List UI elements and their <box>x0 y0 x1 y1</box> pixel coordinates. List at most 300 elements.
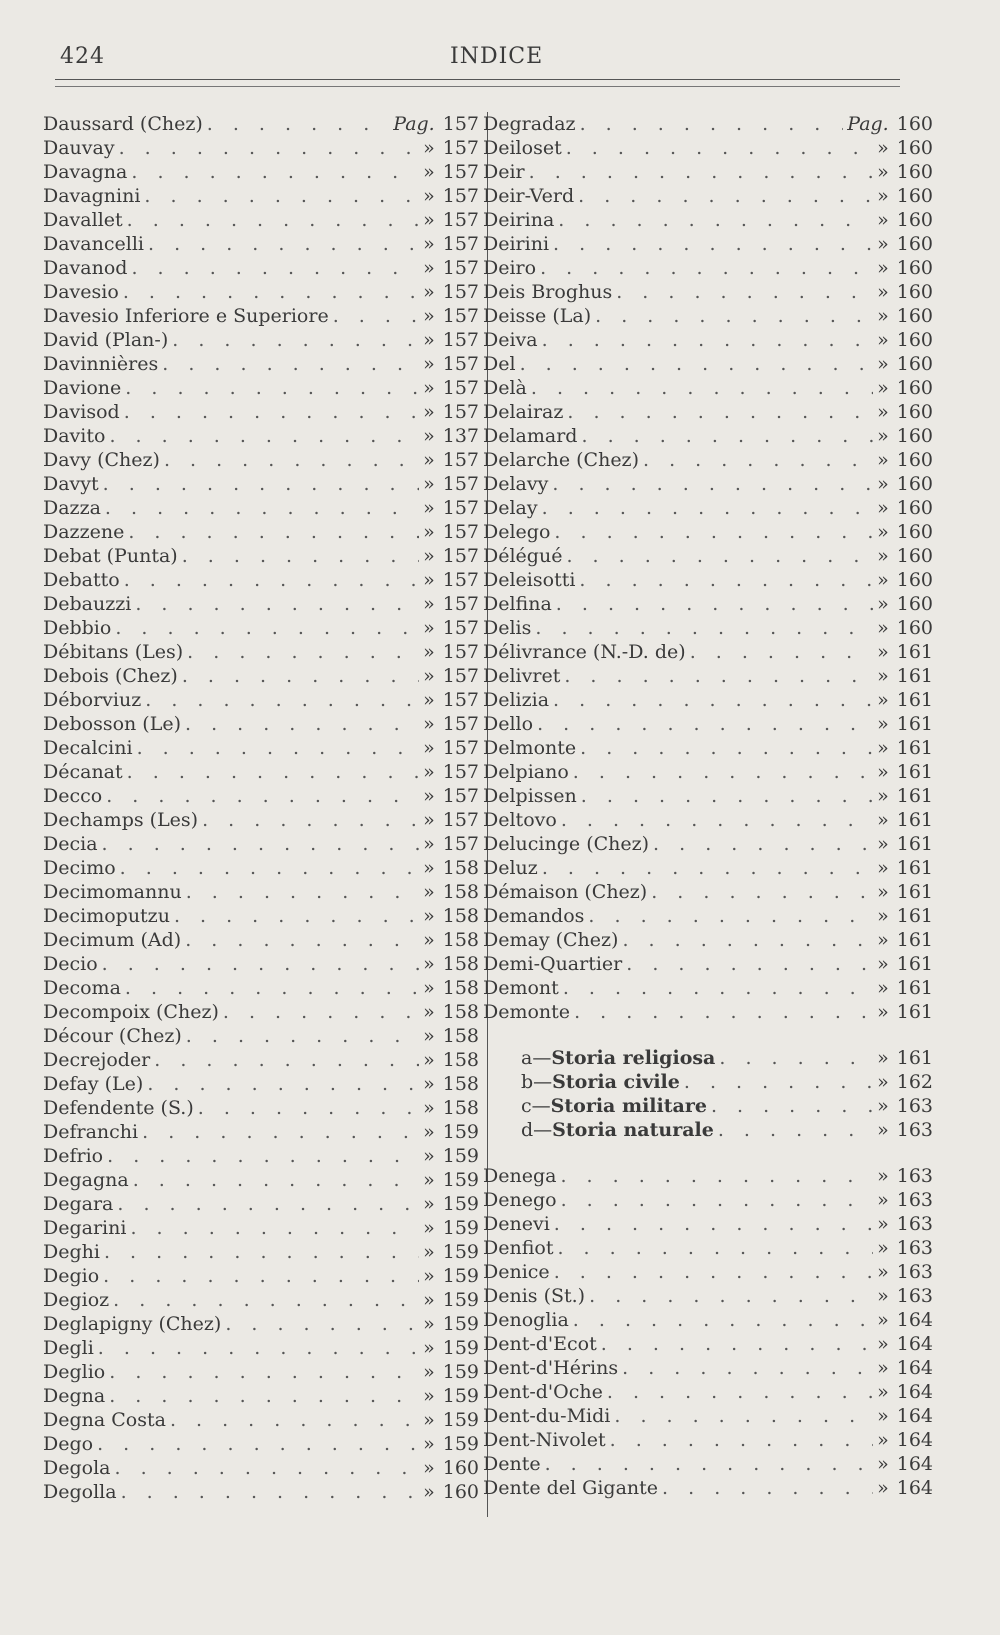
entry-page: 163 <box>896 1237 933 1259</box>
page-prefix: » <box>423 881 435 903</box>
index-entry <box>483 1332 933 1356</box>
page-prefix: » <box>423 1385 435 1407</box>
index-entry <box>483 496 933 520</box>
page-prefix: » <box>877 593 889 615</box>
subentry-dash: — <box>532 1047 552 1069</box>
entry-page: 163 <box>896 1165 933 1187</box>
dot-leader <box>115 616 419 640</box>
dot-leader <box>125 976 419 1000</box>
dot-leader <box>119 136 420 160</box>
index-entry <box>43 664 479 688</box>
entry-page: 160 <box>896 617 933 639</box>
page-prefix: » <box>877 665 889 687</box>
entry-name: Dente <box>483 1453 541 1475</box>
index-entry <box>43 976 479 1000</box>
index-entry <box>483 304 933 328</box>
index-entry <box>43 112 479 136</box>
index-entry <box>43 1456 479 1480</box>
page-prefix: » <box>877 425 889 447</box>
index-column-left <box>43 112 479 1504</box>
dot-leader <box>662 1476 873 1500</box>
index-entry <box>43 1480 479 1504</box>
index-entry <box>43 592 479 616</box>
dot-leader <box>711 1094 873 1118</box>
entry-name: Denego <box>483 1189 557 1211</box>
page-prefix: » <box>423 137 435 159</box>
entry-name: Delpiano <box>483 761 569 783</box>
entry-name: Deiva <box>483 329 538 351</box>
dot-leader <box>223 1000 419 1024</box>
dot-leader <box>145 688 419 712</box>
dot-leader <box>545 1452 874 1476</box>
entry-page: 159 <box>442 1145 479 1167</box>
index-entry <box>483 1380 933 1404</box>
index-entry <box>483 880 933 904</box>
entry-name: Debat (Punta) <box>43 545 178 567</box>
index-subentry <box>483 1046 933 1070</box>
entry-name: Degna Costa <box>43 1409 166 1431</box>
entry-name: Delizia <box>483 689 550 711</box>
index-entry <box>43 1288 479 1312</box>
entry-page: 164 <box>896 1477 933 1499</box>
page-prefix: » <box>877 305 889 327</box>
entry-name: Degagna <box>43 1169 129 1191</box>
index-entry <box>483 1188 933 1212</box>
entry-name: Déborviuz <box>43 689 142 711</box>
dot-leader <box>614 1404 873 1428</box>
entry-name: Décour (Chez) <box>43 1025 182 1047</box>
dot-leader <box>560 1164 873 1188</box>
entry-name: Démaison (Chez) <box>483 881 648 903</box>
entry-page: 163 <box>896 1285 933 1307</box>
page-prefix: » <box>877 809 889 831</box>
entry-name: Delego <box>483 521 551 543</box>
entry-name: Davisod <box>43 401 120 423</box>
running-head-title: INDICE <box>450 44 544 69</box>
entry-page: 160 <box>896 497 933 519</box>
entry-page: 159 <box>442 1313 479 1335</box>
index-entry <box>43 1096 479 1120</box>
entry-page: 157 <box>442 377 479 399</box>
dot-leader <box>333 304 419 328</box>
entry-page: 160 <box>896 425 933 447</box>
page-header <box>60 44 905 76</box>
page-prefix: » <box>877 257 889 279</box>
header-rule <box>55 79 900 80</box>
page-prefix: » <box>877 1405 889 1427</box>
entry-name: Decimoputzu <box>43 905 170 927</box>
entry-page: 137 <box>442 425 479 447</box>
entry-name: Defay (Le) <box>43 1073 144 1095</box>
entry-page: 164 <box>896 1357 933 1379</box>
subentry-dash: — <box>533 1119 553 1141</box>
index-entry <box>483 808 933 832</box>
index-entry <box>483 448 933 472</box>
index-entry <box>43 1120 479 1144</box>
entry-page: 157 <box>442 665 479 687</box>
dot-leader <box>578 184 873 208</box>
entry-name: Dazza <box>43 497 101 519</box>
entry-page: 160 <box>442 1457 479 1479</box>
page-prefix: » <box>423 905 435 927</box>
page-prefix: » <box>423 401 435 423</box>
entry-name: Denevi <box>483 1213 550 1235</box>
entry-name: Decompoix (Chez) <box>43 1001 219 1023</box>
entry-name: Decimomannu <box>43 881 182 903</box>
dot-leader <box>117 1192 419 1216</box>
page-prefix: » <box>877 401 889 423</box>
dot-leader <box>98 1336 419 1360</box>
index-entry <box>483 736 933 760</box>
entry-name: Degarini <box>43 1217 127 1239</box>
page-prefix: » <box>877 737 889 759</box>
dot-leader <box>102 832 420 856</box>
page-prefix: » <box>877 1285 889 1307</box>
dot-leader <box>109 1360 419 1384</box>
entry-name: Delay <box>483 497 538 519</box>
entry-name: Decalcini <box>43 737 133 759</box>
section-gap <box>483 1142 933 1164</box>
entry-page: 158 <box>442 905 479 927</box>
entry-page: 161 <box>896 1047 933 1069</box>
entry-name: Dechamps (Les) <box>43 809 199 831</box>
entry-page: 158 <box>442 1097 479 1119</box>
page-prefix: » <box>423 257 435 279</box>
dot-leader <box>225 1312 419 1336</box>
page-prefix: » <box>423 1025 435 1047</box>
index-entry <box>43 1264 479 1288</box>
entry-name: Délivrance (N.-D. de) <box>483 641 686 663</box>
index-entry <box>43 472 479 496</box>
page-prefix: » <box>877 233 889 255</box>
index-entry <box>483 904 933 928</box>
entry-page: 161 <box>896 785 933 807</box>
entry-page: 163 <box>896 1213 933 1235</box>
entry-page: 158 <box>442 857 479 879</box>
entry-name: Delis <box>483 617 532 639</box>
index-entry <box>483 856 933 880</box>
entry-name: Delà <box>483 377 527 399</box>
page-prefix: » <box>877 1001 889 1023</box>
entry-page: 164 <box>896 1309 933 1331</box>
entry-name: Dazzene <box>43 521 125 543</box>
dot-leader <box>187 640 419 664</box>
entry-name: Davy (Chez) <box>43 449 160 471</box>
dot-leader <box>535 616 873 640</box>
dot-leader <box>581 784 873 808</box>
index-entry <box>483 544 933 568</box>
entry-page: 157 <box>442 449 479 471</box>
entry-name: Defendente (S.) <box>43 1097 194 1119</box>
entry-name: Deghi <box>43 1241 100 1263</box>
page-prefix: » <box>877 521 889 543</box>
entry-page: 159 <box>442 1217 479 1239</box>
page-prefix: » <box>423 977 435 999</box>
entry-page: 164 <box>896 1405 933 1427</box>
page-prefix: » <box>423 377 435 399</box>
page-prefix: » <box>877 713 889 735</box>
index-entry <box>43 496 479 520</box>
index-entry <box>43 832 479 856</box>
index-entry <box>483 160 933 184</box>
entry-page: 160 <box>896 521 933 543</box>
page-prefix: » <box>423 473 435 495</box>
entry-name: Delamard <box>483 425 578 447</box>
index-entry <box>483 280 933 304</box>
entry-page: 157 <box>442 833 479 855</box>
entry-page: 157 <box>442 569 479 591</box>
entry-name: Deiloset <box>483 137 562 159</box>
index-column-right <box>483 112 933 1500</box>
entry-name: Dent-d'Hérins <box>483 1357 619 1379</box>
dot-leader <box>102 952 419 976</box>
dot-leader <box>186 880 419 904</box>
entry-name: Davione <box>43 377 122 399</box>
index-entry <box>483 256 933 280</box>
dot-leader <box>182 664 419 688</box>
dot-leader <box>557 1236 873 1260</box>
subentry-letter: b <box>521 1071 534 1093</box>
page-prefix: » <box>423 1337 435 1359</box>
entry-page: 161 <box>896 905 933 927</box>
page-prefix: » <box>877 617 889 639</box>
section-gap <box>483 1024 933 1046</box>
dot-leader <box>653 832 873 856</box>
entry-page: 160 <box>896 257 933 279</box>
dot-leader <box>174 904 419 928</box>
entry-name: Degioz <box>43 1289 110 1311</box>
entry-name: Daussard (Chez) <box>43 113 203 135</box>
dot-leader <box>579 568 873 592</box>
entry-page: 158 <box>442 1001 479 1023</box>
page-prefix: » <box>423 1313 435 1335</box>
entry-page: 161 <box>896 881 933 903</box>
entry-name: Dent-d'Ecot <box>483 1333 597 1355</box>
dot-leader <box>109 424 419 448</box>
page-prefix: » <box>877 881 889 903</box>
entry-page: 157 <box>442 113 479 135</box>
page-prefix: » <box>423 1409 435 1431</box>
entry-page: 157 <box>442 809 479 831</box>
entry-page: 157 <box>442 641 479 663</box>
index-entry <box>43 280 479 304</box>
entry-page: 157 <box>442 305 479 327</box>
dot-leader <box>127 760 419 784</box>
dot-leader <box>154 1048 419 1072</box>
dot-leader <box>718 1118 873 1142</box>
dot-leader <box>610 1428 874 1452</box>
index-entry <box>483 184 933 208</box>
entry-page: 160 <box>896 329 933 351</box>
dot-leader <box>147 1072 419 1096</box>
page-prefix: » <box>423 593 435 615</box>
dot-leader <box>103 1264 419 1288</box>
dot-leader <box>566 136 873 160</box>
page-prefix: » <box>423 833 435 855</box>
dot-leader <box>540 256 873 280</box>
entry-name: Decimo <box>43 857 116 879</box>
page-prefix: » <box>423 161 435 183</box>
page-prefix: » <box>423 809 435 831</box>
subentry-dash: — <box>533 1071 553 1093</box>
entry-name: Demandos <box>483 905 585 927</box>
entry-page: 161 <box>896 761 933 783</box>
page-prefix: » <box>877 329 889 351</box>
page-prefix: » <box>877 1453 889 1475</box>
page-prefix: » <box>423 1145 435 1167</box>
index-entry <box>43 1408 479 1432</box>
dot-leader <box>144 184 419 208</box>
dot-leader <box>164 448 419 472</box>
dot-leader <box>109 1384 419 1408</box>
entry-page: 159 <box>442 1361 479 1383</box>
index-entry <box>483 568 933 592</box>
entry-name: Degli <box>43 1337 94 1359</box>
entry-name: Del <box>483 353 516 375</box>
entry-page: 157 <box>442 737 479 759</box>
page-prefix: » <box>877 857 889 879</box>
index-entry <box>483 1000 933 1024</box>
entry-name: Davanod <box>43 257 128 279</box>
page-prefix: » <box>877 785 889 807</box>
dot-leader <box>561 1188 874 1212</box>
dot-leader <box>113 1288 419 1312</box>
entry-name: Dente del Gigante <box>483 1477 659 1499</box>
entry-page: 157 <box>442 401 479 423</box>
dot-leader <box>128 520 419 544</box>
index-entry <box>43 1384 479 1408</box>
entry-page: 161 <box>896 737 933 759</box>
entry-page: 160 <box>896 353 933 375</box>
index-entry <box>483 760 933 784</box>
entry-page: 159 <box>442 1121 479 1143</box>
entry-page: 160 <box>896 377 933 399</box>
entry-page: 157 <box>442 593 479 615</box>
entry-page: 159 <box>442 1193 479 1215</box>
page-prefix: » <box>877 689 889 711</box>
dot-leader <box>123 280 419 304</box>
entry-page: 163 <box>896 1261 933 1283</box>
index-entry <box>43 1072 479 1096</box>
index-entry <box>43 1240 479 1264</box>
dot-leader <box>580 112 844 136</box>
index-entry <box>483 688 933 712</box>
index-entry <box>43 424 479 448</box>
page-prefix: » <box>877 1189 889 1211</box>
page-prefix: » <box>423 1481 435 1503</box>
page-prefix: » <box>877 1119 889 1141</box>
index-entry <box>43 304 479 328</box>
index-entry <box>483 592 933 616</box>
dot-leader <box>542 496 873 520</box>
index-entry <box>43 136 479 160</box>
index-entry <box>43 640 479 664</box>
index-entry <box>483 328 933 352</box>
page-prefix: » <box>423 233 435 255</box>
entry-page: 159 <box>442 1385 479 1407</box>
dot-leader <box>207 112 390 136</box>
index-entry <box>43 208 479 232</box>
page-prefix: » <box>423 329 435 351</box>
dot-leader <box>626 952 873 976</box>
entry-name: Deglio <box>43 1361 106 1383</box>
entry-page: 160 <box>896 281 933 303</box>
index-entry <box>483 616 933 640</box>
entry-name: Deglapigny (Chez) <box>43 1313 222 1335</box>
page-prefix: » <box>877 497 889 519</box>
page-prefix: » <box>423 1217 435 1239</box>
entry-page: 157 <box>442 257 479 279</box>
index-entry <box>43 856 479 880</box>
entry-name: Davinnières <box>43 353 159 375</box>
entry-page: 157 <box>442 521 479 543</box>
index-entry <box>43 880 479 904</box>
entry-name: Deleisotti <box>483 569 576 591</box>
dot-leader <box>148 232 419 256</box>
entry-name: Denoglia <box>483 1309 569 1331</box>
dot-leader <box>601 1332 873 1356</box>
entry-page: 163 <box>896 1095 933 1117</box>
entry-page: 161 <box>896 641 933 663</box>
page-prefix: » <box>877 929 889 951</box>
index-entry <box>43 784 479 808</box>
page-prefix: » <box>423 185 435 207</box>
index-group-top <box>483 112 933 1024</box>
index-entry <box>483 1452 933 1476</box>
entry-name: Degio <box>43 1265 100 1287</box>
page-prefix: » <box>423 953 435 975</box>
entry-name: Davyt <box>43 473 99 495</box>
page-prefix: » <box>423 761 435 783</box>
index-entry <box>483 1356 933 1380</box>
index-entry <box>483 232 933 256</box>
entry-name: Decoma <box>43 977 121 999</box>
entry-page: 157 <box>442 329 479 351</box>
entry-page: 161 <box>896 833 933 855</box>
dot-leader <box>124 568 419 592</box>
dot-leader <box>553 688 873 712</box>
entry-name: Deltovo <box>483 809 557 831</box>
entry-name: Davesio <box>43 281 119 303</box>
page-prefix: » <box>877 641 889 663</box>
index-entry <box>483 712 933 736</box>
index-entry <box>483 520 933 544</box>
entry-name: Degola <box>43 1457 111 1479</box>
entry-name: Storia naturale <box>552 1119 714 1141</box>
page-prefix: » <box>423 713 435 735</box>
index-entry <box>43 376 479 400</box>
entry-name: Dent-Nivolet <box>483 1429 606 1451</box>
page-prefix: » <box>877 1333 889 1355</box>
entry-name: Deirini <box>483 233 550 255</box>
entry-page: 159 <box>442 1169 479 1191</box>
entry-name: Delmonte <box>483 737 577 759</box>
index-entry <box>483 1260 933 1284</box>
page-prefix: » <box>423 425 435 447</box>
dot-leader <box>142 1120 419 1144</box>
page-prefix: » <box>423 569 435 591</box>
subentry-letter: d <box>521 1119 534 1141</box>
entry-page: 159 <box>442 1289 479 1311</box>
entry-name: Degolla <box>43 1481 117 1503</box>
index-entry <box>483 1236 933 1260</box>
entry-name: Decia <box>43 833 98 855</box>
entry-name: Débitans (Les) <box>43 641 184 663</box>
dot-leader <box>542 856 873 880</box>
dot-leader <box>131 256 419 280</box>
page-prefix: » <box>423 1097 435 1119</box>
entry-page: 157 <box>442 137 479 159</box>
